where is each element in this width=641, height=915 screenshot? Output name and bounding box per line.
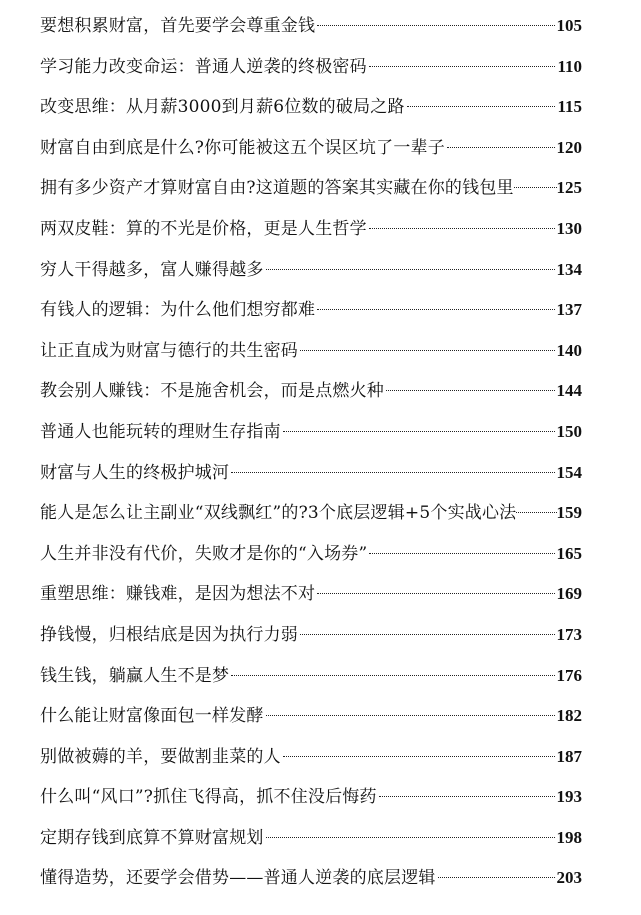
toc-dot-leader	[283, 431, 555, 432]
toc-dot-leader	[407, 106, 556, 107]
toc-entry[interactable]	[40, 371, 582, 412]
toc-entry-page: 120	[556, 137, 582, 157]
toc-entry[interactable]	[40, 331, 582, 372]
toc-entry-title: 挣钱慢，归根结底是因为执行力弱	[40, 624, 298, 645]
toc-dot-leader	[231, 472, 554, 473]
toc-dot-leader	[379, 796, 555, 797]
toc-entry[interactable]	[40, 87, 582, 128]
toc-entry-page: 169	[556, 584, 582, 604]
toc-entry-title: 穷人干得越多，富人赚得越多	[40, 259, 264, 280]
toc-entry-page: 176	[556, 665, 582, 685]
toc-entry-title: 别做被薅的羊，要做割韭菜的人	[40, 746, 281, 767]
toc-dot-leader	[266, 715, 555, 716]
toc-entry-page: 134	[556, 259, 582, 279]
toc-entry-title: 两双皮鞋：算的不光是价格，更是人生哲学	[40, 218, 367, 239]
toc-entry-page: 203	[556, 868, 582, 888]
toc-entry-title: 钱生钱，躺赢人生不是梦	[40, 665, 230, 686]
toc-dot-leader	[369, 553, 554, 554]
toc-entry-page: 198	[556, 827, 582, 847]
table-of-contents	[40, 6, 582, 899]
toc-dot-leader	[516, 512, 556, 513]
toc-entry[interactable]	[40, 47, 582, 88]
toc-entry-page: 187	[556, 746, 582, 766]
toc-entry-title: 财富与人生的终极护城河	[40, 462, 230, 483]
toc-entry-title: 什么叫“风口”?抓住飞得高，抓不住没后悔药	[40, 787, 377, 808]
toc-entry-title: 人生并非没有代价，失败才是你的“入场券”	[40, 543, 368, 564]
toc-entry-title: 什么能让财富像面包一样发酵	[40, 706, 264, 727]
toc-entry[interactable]	[40, 858, 582, 899]
toc-entry[interactable]	[40, 412, 582, 453]
toc-entry-page: 125	[556, 178, 582, 198]
toc-entry-title: 学习能力改变命运：普通人逆袭的终极密码	[40, 56, 367, 77]
toc-entry[interactable]	[40, 128, 582, 169]
toc-dot-leader	[369, 66, 556, 67]
toc-entry[interactable]	[40, 6, 582, 47]
toc-dot-leader	[438, 877, 555, 878]
toc-entry-page: 173	[556, 624, 582, 644]
toc-entry[interactable]	[40, 696, 582, 737]
toc-entry-page: 140	[556, 340, 582, 360]
toc-entry-title: 改变思维：从月薪3000到月薪6位数的破局之路	[40, 97, 405, 118]
toc-entry-page: 130	[556, 218, 582, 238]
toc-dot-leader	[317, 25, 554, 26]
toc-entry-page: 182	[556, 706, 582, 726]
toc-entry-page: 137	[556, 300, 582, 320]
toc-dot-leader	[369, 228, 555, 229]
toc-dot-leader	[300, 634, 555, 635]
toc-entry-title: 重塑思维：赚钱难，是因为想法不对	[40, 584, 316, 605]
toc-dot-leader	[317, 593, 554, 594]
toc-dot-leader	[283, 756, 555, 757]
toc-entry[interactable]	[40, 777, 582, 818]
toc-dot-leader	[317, 309, 554, 310]
toc-entry[interactable]	[40, 453, 582, 494]
toc-dot-leader	[386, 390, 555, 391]
toc-dot-leader	[231, 675, 554, 676]
toc-dot-leader	[300, 350, 555, 351]
toc-entry-title: 定期存钱到底算不算财富规划	[40, 827, 264, 848]
toc-entry-title: 教会别人赚钱：不是施舍机会，而是点燃火种	[40, 381, 384, 402]
toc-entry-page: 105	[556, 16, 582, 35]
toc-entry[interactable]	[40, 209, 582, 250]
toc-entry[interactable]	[40, 615, 582, 656]
toc-entry-page: 115	[557, 97, 582, 117]
toc-entry-title: 普通人也能玩转的理财生存指南	[40, 421, 281, 442]
toc-entry-title: 拥有多少资产才算财富自由?这道题的答案其实藏在你的钱包里	[40, 178, 514, 199]
toc-entry-title: 有钱人的逻辑：为什么他们想穷都难	[40, 300, 316, 321]
toc-entry[interactable]	[40, 534, 582, 575]
toc-dot-leader	[266, 269, 555, 270]
toc-entry-title: 能人是怎么让主副业“双线飘红”的?3个底层逻辑+5个实战心法	[40, 503, 517, 524]
toc-entry-title: 要想积累财富，首先要学会尊重金钱	[40, 16, 316, 36]
toc-entry-page: 165	[556, 543, 582, 563]
toc-entry[interactable]	[40, 168, 582, 209]
toc-entry-page: 193	[556, 787, 582, 807]
toc-entry-page: 150	[556, 421, 582, 441]
toc-entry[interactable]	[40, 737, 582, 778]
toc-dot-leader	[447, 147, 555, 148]
toc-entry-page: 154	[556, 462, 582, 482]
toc-entry[interactable]	[40, 656, 582, 697]
toc-entry[interactable]	[40, 818, 582, 859]
toc-dot-leader	[266, 837, 555, 838]
toc-entry-page: 110	[557, 56, 582, 76]
toc-dot-leader	[514, 187, 557, 188]
toc-entry[interactable]	[40, 574, 582, 615]
toc-entry[interactable]	[40, 493, 582, 534]
toc-entry-title: 让正直成为财富与德行的共生密码	[40, 340, 298, 361]
toc-entry-title: 财富自由到底是什么?你可能被这五个误区坑了一辈子	[40, 137, 445, 158]
toc-entry-title: 懂得造势，还要学会借势——普通人逆袭的底层逻辑	[40, 868, 436, 889]
toc-entry[interactable]	[40, 250, 582, 291]
toc-entry-page: 159	[556, 503, 582, 523]
toc-entry-page: 144	[556, 381, 582, 401]
toc-entry[interactable]	[40, 290, 582, 331]
